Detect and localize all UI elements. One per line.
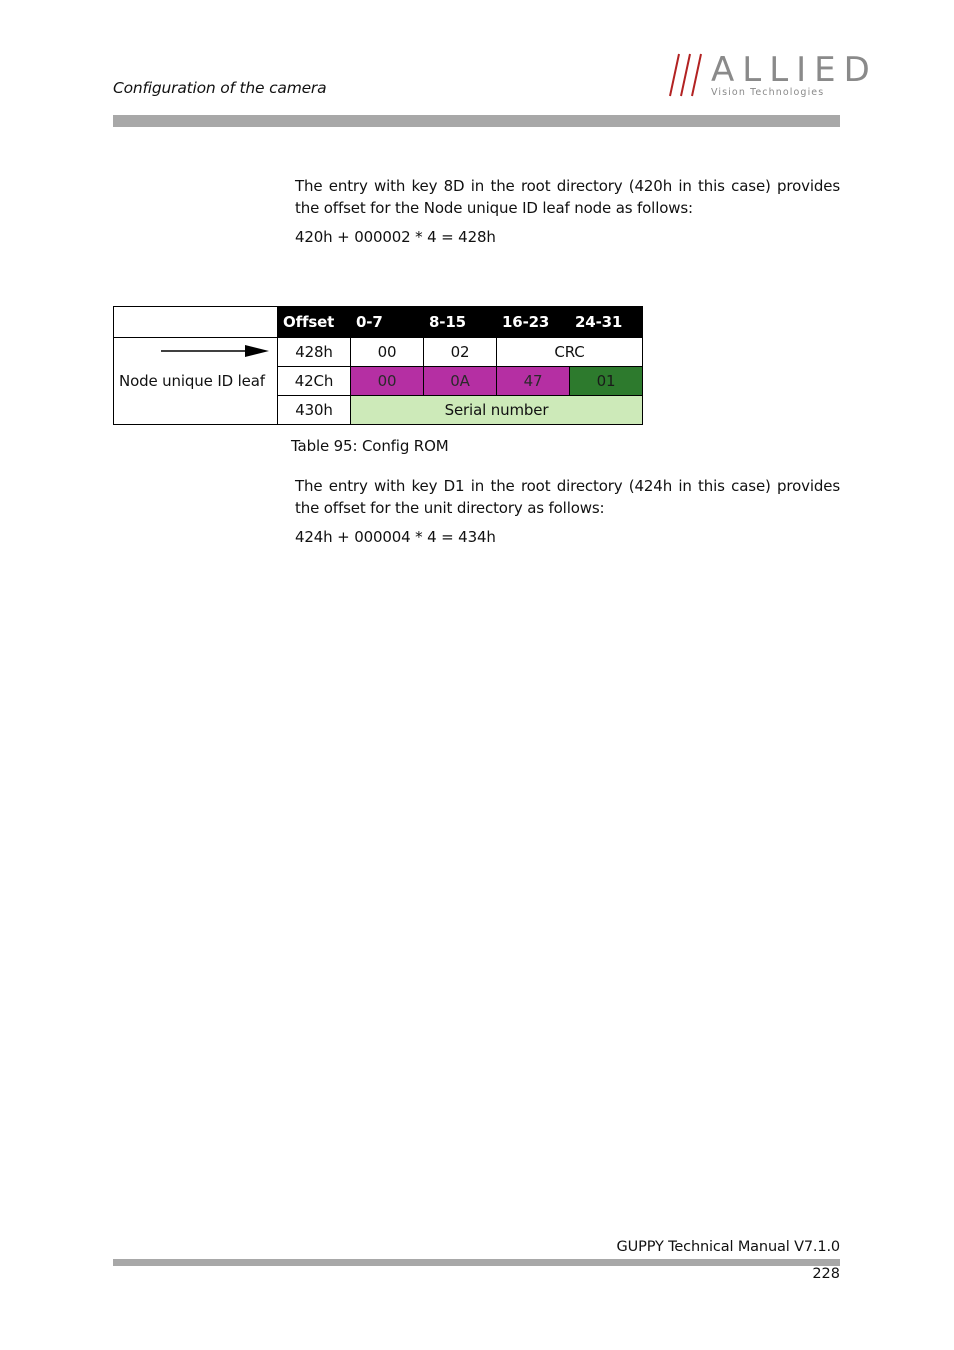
header-offset: Offset [278,307,351,338]
serial-number-cell: Serial number [351,396,643,425]
table-caption: Table 95: Config ROM [291,437,449,455]
header-rule [113,115,840,127]
logo-slashes-icon [668,52,712,98]
intro-paragraph: The entry with key 8D in the root directory (420h in this case) provides the offset for the Node unique ID leaf node as follows: [295,177,840,217]
header-bits-24-31: 24-31 [570,307,643,338]
second-formula: 424h + 000004 * 4 = 434h [295,528,496,546]
logo-subtitle: Vision Technologies [711,87,825,98]
byte-cell: 02 [424,338,497,367]
row-label: Node unique ID leaf [119,372,265,390]
page-number: 228 [812,1266,840,1282]
byte-cell: 00 [351,338,424,367]
offset-cell: 428h [278,338,351,367]
offset-cell: 430h [278,396,351,425]
header-bits-8-15: 8-15 [424,307,497,338]
arrow-right-icon [161,344,271,358]
second-paragraph: The entry with key D1 in the root directory (424h in this case) provides the offset for the unit directory as follows: [295,477,840,517]
byte-cell: 0A [424,367,497,396]
table-row [114,338,643,367]
config-rom-table [113,306,643,425]
logo-word: ALLIED [711,50,878,90]
footer-manual-title: GUPPY Technical Manual V7.1.0 [616,1239,840,1255]
header-bits-16-23: 16-23 [497,307,570,338]
table-header-row [114,307,643,338]
byte-cell: 00 [351,367,424,396]
offset-cell: 42Ch [278,367,351,396]
crc-cell: CRC [497,338,643,367]
row-label-cell [114,338,278,425]
allied-logo [668,50,878,102]
header-blank-cell [114,307,278,338]
header-bits-0-7: 0-7 [351,307,424,338]
intro-formula: 420h + 000002 * 4 = 428h [295,228,496,246]
section-title: Configuration of the camera [113,79,327,97]
byte-cell: 01 [570,367,643,396]
byte-cell: 47 [497,367,570,396]
footer-rule [113,1259,840,1266]
